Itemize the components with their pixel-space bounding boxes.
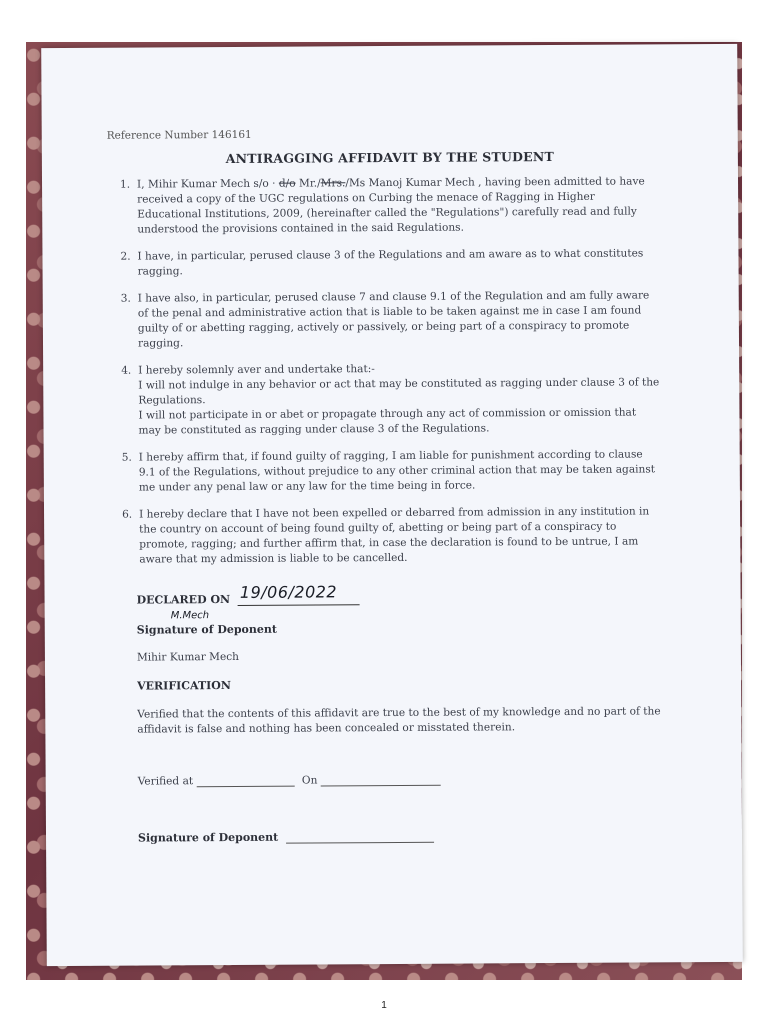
- declared-on: [136, 582, 360, 607]
- deponent-name: Mihir Kumar Mech: [136, 650, 240, 664]
- clause-number: 6.: [122, 508, 133, 521]
- declared-date-field: [238, 582, 360, 606]
- clause-text: I hereby solemnly aver and undertake that:- I will not indulge in any behavior or act that may be constituted as ragging under clause 3 of the Regulations. I will not participate in or abet or propagate through any act of commission or omission that may be constituted as ragging under clause 3 of the Regulations.: [138, 363, 660, 437]
- declared-date: 19/06/2022: [239, 582, 338, 602]
- signature-label: Signature of Deponent: [136, 622, 277, 637]
- reference-number: Reference Number 146161: [106, 128, 252, 142]
- verification-heading: VERIFICATION: [137, 678, 231, 693]
- clause-number: 1.: [120, 178, 131, 191]
- affidavit-clauses: [120, 174, 662, 579]
- verification-text: Verified that the contents of this affidavit are true to the best of my knowledge and no part of the affidavit is false and nothing has been concealed or misstated therein.: [137, 705, 661, 736]
- affidavit-page: [41, 44, 743, 966]
- handwritten-signature: M.Mech: [170, 610, 210, 622]
- clause-item: [120, 246, 660, 279]
- signature-label-2: Signature of Deponent: [137, 830, 279, 845]
- clause-number: 4.: [121, 364, 132, 377]
- clause-text: I have, in particular, perused clause 3 of the Regulations and am aware as to what constitutes ragging.: [137, 247, 644, 278]
- verified-at-blank: [196, 775, 294, 788]
- clause-item: [121, 288, 661, 351]
- clause-text: I hereby affirm that, if found guilty of ragging, I am liable for punishment according to clause 9.1 of the Regulations, without prejudice to any other criminal action that may be taken against me under any penal law or any law for the time being in force.: [138, 448, 656, 494]
- on-label: On: [301, 774, 318, 787]
- verified-at-line: [138, 774, 441, 788]
- on-blank: [321, 774, 441, 787]
- page-number: 1: [381, 1000, 387, 1011]
- clause-text: I hereby declare that I have not been expelled or debarred from admission in any institution in the country on account of being found guilty of, abetting or being part of a conspiracy to promote, ragging; and further affirm that, in case the declaration is found to be untrue, I am aware that my admission is liable to be cancelled.: [139, 505, 650, 566]
- clause-number: 3.: [120, 292, 131, 305]
- clause-text: I, Mihir Kumar Mech s/o · d/o Mr./Mrs./Ms Manoj Kumar Mech , having been admitted to have received a copy of the UGC regulations on Curbing the menace of Ragging in Higher Educational Institutions, 2009, (hereinafter called the "Regulations") carefully read and fully understood the provisions contained in the said Regulations.: [137, 175, 645, 236]
- clause-item: [120, 174, 660, 237]
- verified-at-label: Verified at: [137, 775, 194, 788]
- signature-line: [138, 830, 434, 845]
- clause-number: 5.: [121, 451, 132, 464]
- clause-number: 2.: [120, 250, 131, 263]
- clause-text: I have also, in particular, perused clause 7 and clause 9.1 of the Regulation and am fully aware of the penal and administrative action that is liable to be taken against me in case I am found guilty of or abetting ragging, actively or passively, or being part of a conspiracy to promote ragging.: [137, 289, 650, 350]
- clause-item: [121, 360, 661, 438]
- clause-item: [122, 504, 662, 567]
- signature-blank: [286, 831, 434, 844]
- document-title: ANTIRAGGING AFFIDAVIT BY THE STUDENT: [225, 149, 555, 167]
- declared-label: DECLARED ON: [136, 592, 231, 607]
- clause-item: [122, 447, 662, 495]
